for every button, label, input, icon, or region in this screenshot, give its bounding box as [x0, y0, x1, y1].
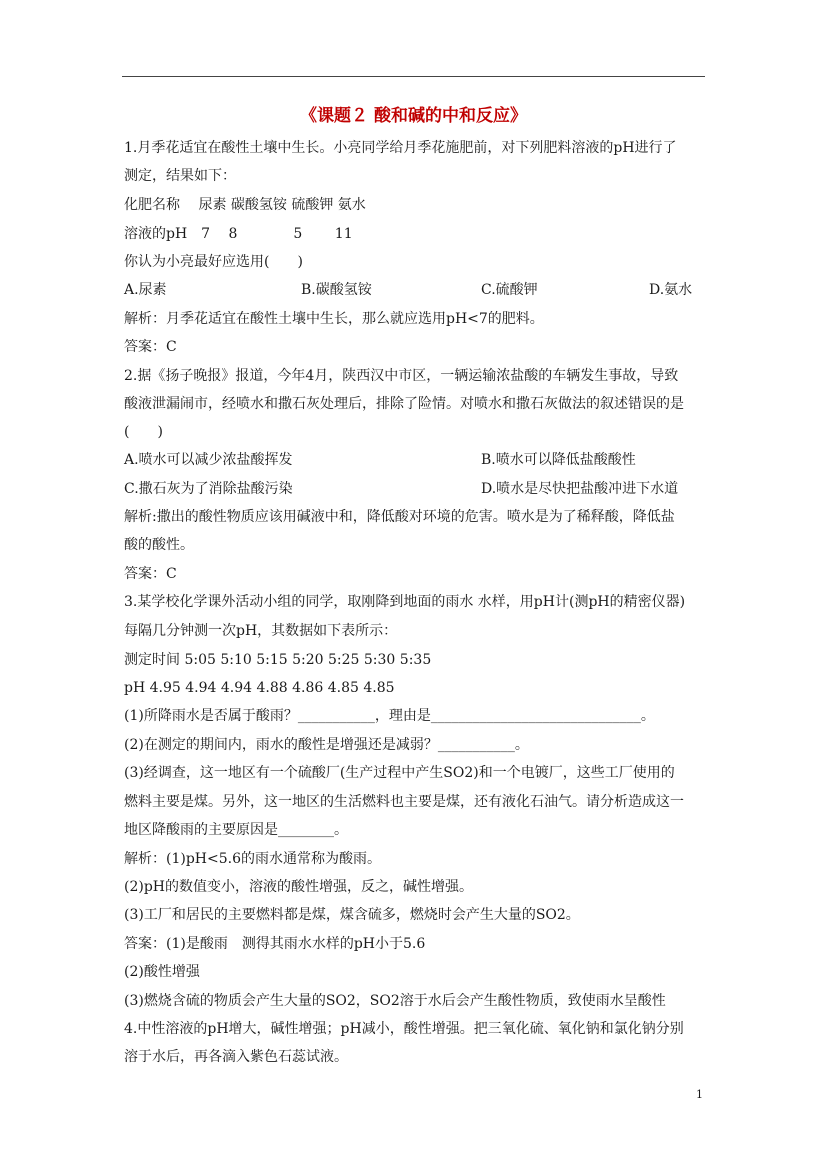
q2-line1: 2.据《扬子晚报》报道，今年4月，陕西汉中市区，一辆运输浓盐酸的车辆发生事故，导致 — [124, 368, 679, 384]
q1-answer: 答案：C — [124, 339, 177, 355]
q1-option-d: D.氨水 — [649, 282, 693, 298]
q3-sub1: (1)所降雨水是否属于酸雨？___________，理由是______________________________。 — [124, 708, 655, 724]
q2-option-d: D.喷水是尽快把盐酸冲进下水道 — [481, 481, 679, 497]
q3-line2: 每隔几分钟测一次pH，其数据如下表所示： — [124, 623, 398, 639]
q2-option-a: A.喷水可以减少浓盐酸挥发 — [124, 452, 293, 468]
q2-line2: 酸液泄漏闹市，经喷水和撒石灰处理后，排除了险情。对喷水和撒石灰做法的叙述错误的是 — [124, 396, 684, 412]
q3-sub3-line1: (3)经调查，这一地区有一个硫酸厂(生产过程中产生SO2)和一个电镀厂，这些工厂使用的 — [124, 765, 675, 781]
q3-sub3-line3: 地区降酸雨的主要原因是________。 — [124, 822, 348, 838]
q2-option-b: B.喷水可以降低盐酸酸性 — [481, 452, 636, 468]
q2-answer: 答案：C — [124, 566, 177, 582]
q3-line1: 3.某学校化学课外活动小组的同学，取刚降到地面的雨水 水样，用pH计(测pH的精密仪器) — [124, 594, 686, 610]
q1-option-a: A.尿素 — [124, 282, 167, 298]
q3-answer-line3: (3)燃烧含硫的物质会产生大量的SO2，SO2溶于水后会产生酸性物质，致使雨水呈酸性 — [124, 993, 666, 1009]
q3-time-row: 测定时间 5:05 5:10 5:15 5:20 5:25 5:30 5:35 — [124, 652, 432, 668]
q4-line1: 4.中性溶液的pH增大，碱性增强；pH减小，酸性增强。把三氧化硫、氧化钠和氯化钠分别 — [124, 1021, 684, 1037]
q1-table-values: 溶液的pH 7 8 5 11 — [124, 226, 353, 242]
q1-analysis: 解析：月季花适宜在酸性土壤中生长，那么就应选用pH<7的肥料。 — [124, 311, 544, 327]
q1-line1: 1.月季花适宜在酸性土壤中生长。小亮同学给月季花施肥前，对下列肥料溶液的pH进行了 — [124, 140, 677, 156]
q3-answer-line1: 答案：(1)是酸雨 测得其雨水水样的pH小于5.6 — [124, 936, 426, 952]
q3-analysis-line1: 解析：(1)pH<5.6的雨水通常称为酸雨。 — [124, 851, 381, 867]
page-title: 《课题２ 酸和碱的中和反应》 — [300, 106, 527, 126]
q2-analysis-line2: 酸的酸性。 — [124, 537, 194, 553]
q4-line2: 溶于水后，再各滴入紫色石蕊试液。 — [124, 1049, 348, 1065]
q2-analysis-line1: 解析:撒出的酸性物质应该用碱液中和，降低酸对环境的危害。喷水是为了稀释酸，降低盐 — [124, 509, 675, 525]
q2-option-c: C.撒石灰为了消除盐酸污染 — [124, 481, 293, 497]
q1-question: 你认为小亮最好应选用( ) — [124, 254, 303, 270]
q1-option-b: B.碳酸氢铵 — [301, 282, 372, 298]
q1-line2: 测定，结果如下： — [124, 168, 236, 184]
q2-line3: ( ) — [124, 424, 163, 440]
q3-answer-line2: (2)酸性增强 — [124, 964, 200, 980]
q3-analysis-line3: (3)工厂和居民的主要燃料都是煤，煤含硫多，燃烧时会产生大量的SO2。 — [124, 907, 580, 923]
q3-analysis-line2: (2)pH的数值变小，溶液的酸性增强，反之，碱性增强。 — [124, 879, 474, 895]
q3-sub3-line2: 燃料主要是煤。另外，这一地区的生活燃料也主要是煤，还有液化石油气。请分析造成这一 — [124, 794, 684, 810]
q1-option-c: C.硫酸钾 — [481, 282, 538, 298]
q1-table-header: 化肥名称 尿素 碳酸氢铵 硫酸钾 氨水 — [124, 197, 366, 213]
q3-ph-row: pH 4.95 4.94 4.94 4.88 4.86 4.85 4.85 — [124, 680, 395, 696]
header-rule — [122, 76, 705, 77]
q3-sub2: (2)在测定的期间内，雨水的酸性是增强还是减弱？___________。 — [124, 737, 529, 753]
page-number: 1 — [696, 1088, 703, 1101]
